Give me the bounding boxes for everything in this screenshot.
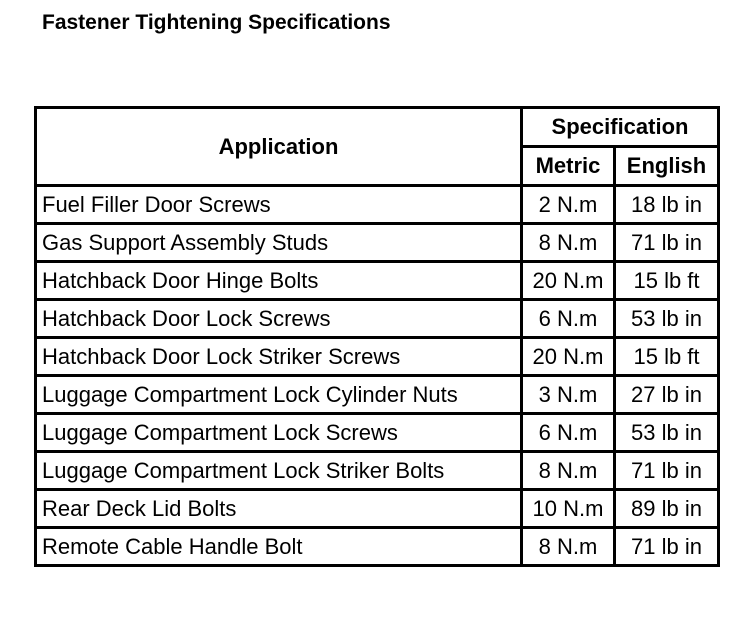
- table-row: [36, 338, 719, 376]
- header-metric: Metric: [522, 147, 615, 186]
- metric-cell: 8 N.m: [522, 528, 615, 566]
- english-cell: 89 lb in: [615, 490, 719, 528]
- application-cell: Luggage Compartment Lock Striker Bolts: [36, 452, 522, 490]
- table-row: [36, 300, 719, 338]
- table-header-row: [36, 108, 719, 147]
- metric-cell: 20 N.m: [522, 338, 615, 376]
- table-row: [36, 262, 719, 300]
- table-row: [36, 186, 719, 224]
- table-row: [36, 376, 719, 414]
- application-cell: Hatchback Door Lock Striker Screws: [36, 338, 522, 376]
- english-cell: 71 lb in: [615, 528, 719, 566]
- table-row: [36, 414, 719, 452]
- application-cell: Remote Cable Handle Bolt: [36, 528, 522, 566]
- metric-cell: 6 N.m: [522, 300, 615, 338]
- english-cell: 53 lb in: [615, 300, 719, 338]
- english-cell: 15 lb ft: [615, 262, 719, 300]
- metric-cell: 10 N.m: [522, 490, 615, 528]
- metric-cell: 6 N.m: [522, 414, 615, 452]
- metric-cell: 2 N.m: [522, 186, 615, 224]
- english-cell: 71 lb in: [615, 452, 719, 490]
- metric-cell: 3 N.m: [522, 376, 615, 414]
- english-cell: 53 lb in: [615, 414, 719, 452]
- page-title: Fastener Tightening Specifications: [42, 11, 391, 34]
- application-cell: Luggage Compartment Lock Cylinder Nuts: [36, 376, 522, 414]
- header-english: English: [615, 147, 719, 186]
- application-cell: Hatchback Door Hinge Bolts: [36, 262, 522, 300]
- application-cell: Rear Deck Lid Bolts: [36, 490, 522, 528]
- application-cell: Hatchback Door Lock Screws: [36, 300, 522, 338]
- english-cell: 15 lb ft: [615, 338, 719, 376]
- header-specification: Specification: [522, 108, 719, 147]
- metric-cell: 8 N.m: [522, 452, 615, 490]
- english-cell: 18 lb in: [615, 186, 719, 224]
- application-cell: Gas Support Assembly Studs: [36, 224, 522, 262]
- application-cell: Luggage Compartment Lock Screws: [36, 414, 522, 452]
- application-cell: Fuel Filler Door Screws: [36, 186, 522, 224]
- table-row: [36, 224, 719, 262]
- metric-cell: 20 N.m: [522, 262, 615, 300]
- header-application: Application: [36, 108, 522, 186]
- english-cell: 71 lb in: [615, 224, 719, 262]
- fastener-spec-table: [34, 106, 720, 567]
- table-row: [36, 490, 719, 528]
- metric-cell: 8 N.m: [522, 224, 615, 262]
- english-cell: 27 lb in: [615, 376, 719, 414]
- table-row: [36, 528, 719, 566]
- table-row: [36, 452, 719, 490]
